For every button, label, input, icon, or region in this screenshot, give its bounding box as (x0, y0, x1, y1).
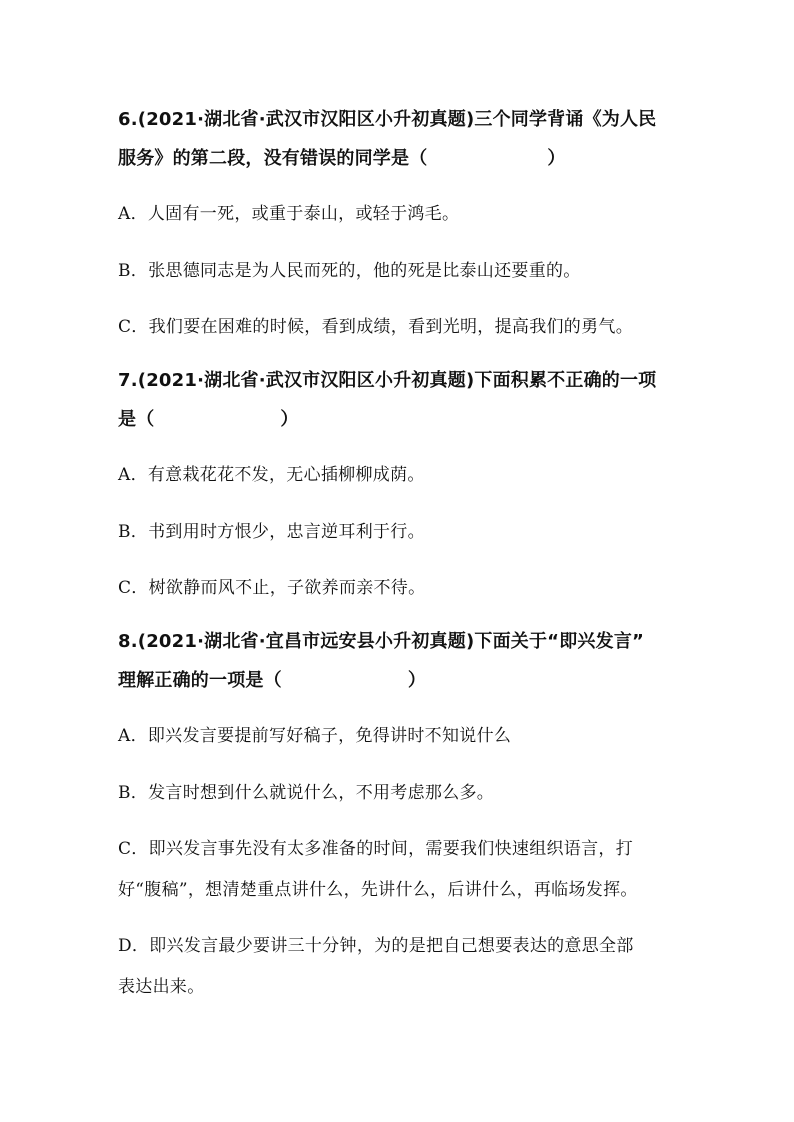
q8-option-c-line-1: C．即兴发言事先没有太多准备的时间，需要我们快速组织语言，打 (118, 839, 634, 859)
q7-option-c: C．树欲静而风不止，子欲养而亲不待。 (118, 578, 426, 598)
q6-option-a: A．人固有一死，或重于泰山，或轻于鸿毛。 (118, 204, 460, 224)
q8-stem-line-2 (118, 672, 426, 690)
q6-stem-line-2 (118, 150, 566, 168)
q6-stem-text: 服务》的第二段，没有错误的同学是（ (118, 148, 428, 169)
q6-close-paren: ） (547, 148, 566, 169)
q8-option-b: B．发言时想到什么就说什么，不用考虑那么多。 (118, 783, 495, 803)
q6-stem-line-1: 6.(2021·湖北省·武汉市汉阳区小升初真题)三个同学背诵《为人民 (118, 109, 657, 130)
q8-stem-text: 理解正确的一项是（ (118, 670, 282, 691)
q7-option-a: A．有意栽花花不发，无心插柳柳成荫。 (118, 465, 425, 485)
q8-option-d-line-2: 表达出来。 (118, 977, 205, 997)
q8-option-c-line-2: 好“腹稿”，想清楚重点讲什么，先讲什么，后讲什么，再临场发挥。 (118, 880, 638, 900)
q8-close-paren: ） (407, 670, 427, 691)
q7-stem-line-1: 7.(2021·湖北省·武汉市汉阳区小升初真题)下面积累不正确的一项 (118, 370, 657, 391)
q8-stem-line-1: 8.(2021·湖北省·宜昌市远安县小升初真题)下面关于“即兴发言” (118, 631, 645, 652)
q8-option-a: A．即兴发言要提前写好稿子，免得讲时不知说什么 (118, 726, 512, 746)
q7-option-b: B．书到用时方恨少，忠言逆耳利于行。 (118, 522, 425, 542)
q7-stem-line-2 (118, 411, 299, 429)
q8-option-d-line-1: D．即兴发言最少要讲三十分钟，为的是把自己想要表达的意思全部 (118, 936, 634, 956)
q6-option-c: C．我们要在困难的时候，看到成绩，看到光明，提高我们的勇气。 (118, 317, 634, 337)
q7-close-paren: ） (280, 409, 299, 430)
q7-stem-text: 是（ (118, 409, 155, 430)
q6-option-b: B．张思德同志是为人民而死的，他的死是比泰山还要重的。 (118, 261, 581, 281)
